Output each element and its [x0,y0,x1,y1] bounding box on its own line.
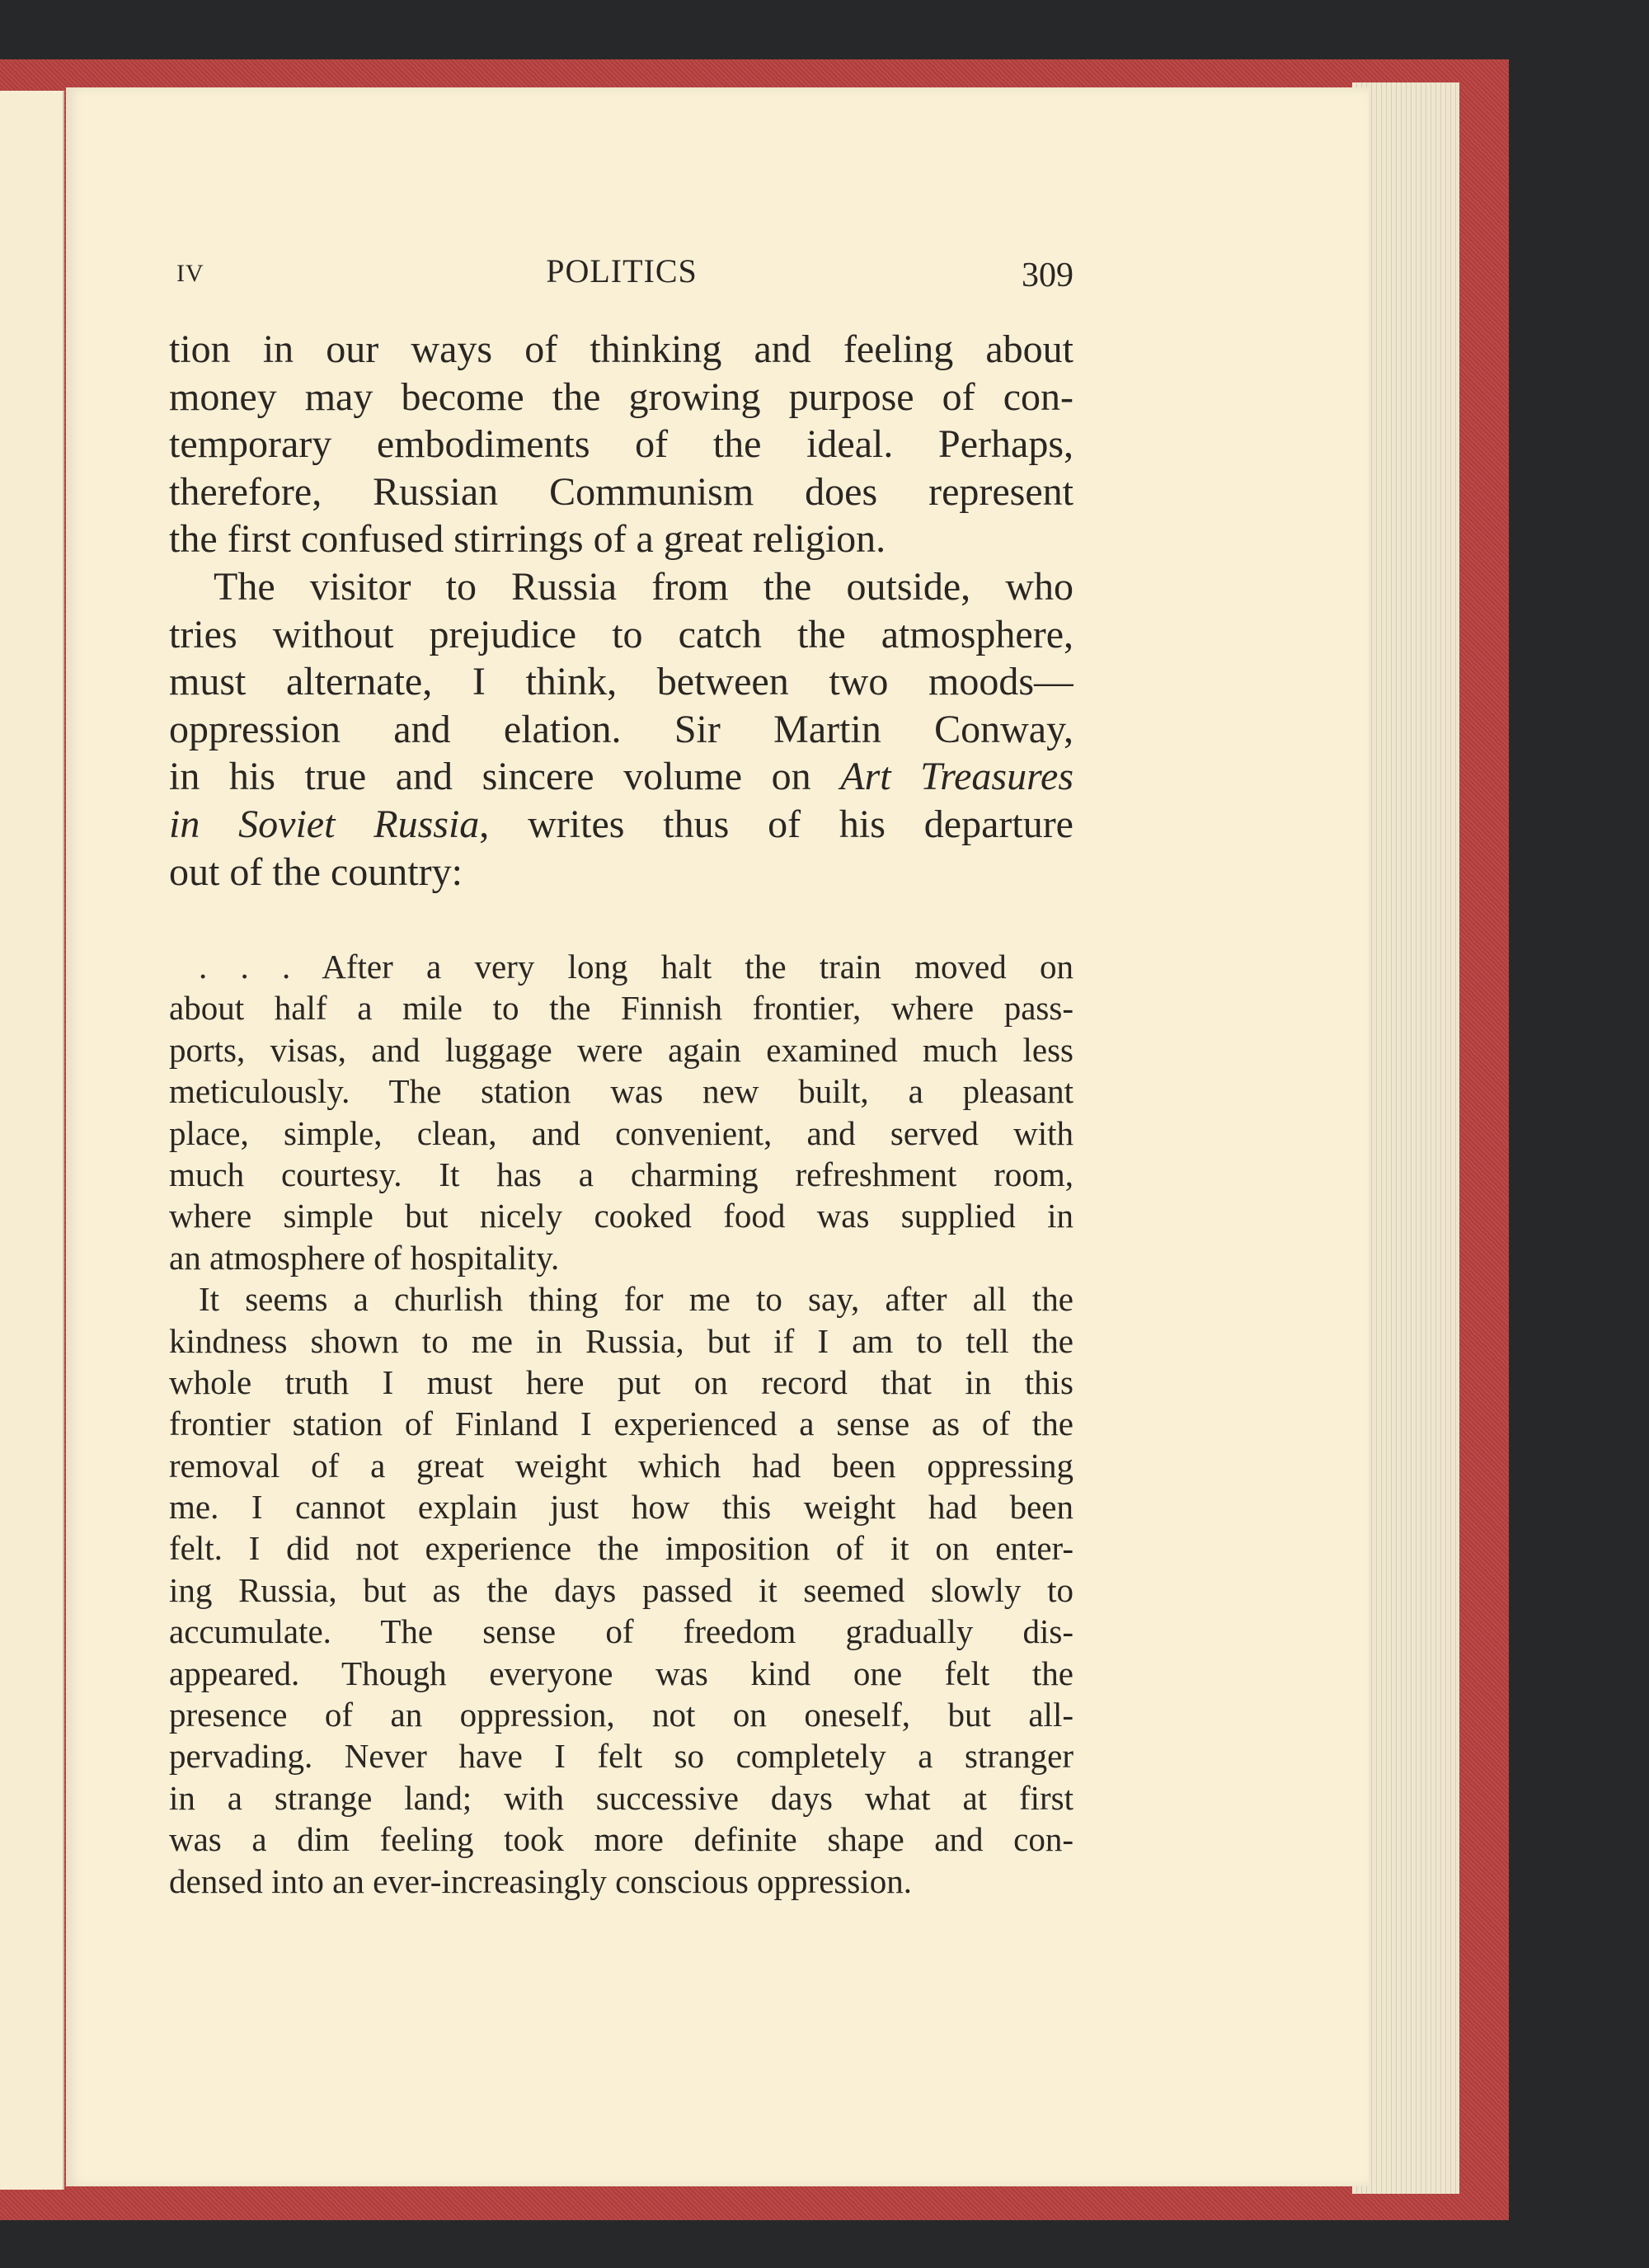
text-line [169,753,1073,801]
text-line [169,1777,1073,1819]
text-line [169,374,1073,421]
line-text: appeared. Though everyone was kind one felt the [169,1654,1073,1692]
running-title: POLITICS [546,252,698,289]
text-line [169,1653,1073,1694]
line-text: ports, visas, and luggage were again examined much less [169,1030,1073,1069]
text-line [169,706,1073,754]
line-text: whole truth I must here put on record that in this [169,1362,1073,1401]
line-text: tion in our ways of thinking and feeling about [169,327,1073,371]
text-line [169,326,1073,374]
line-text: in his true and sincere volume on [169,755,841,799]
text-line [169,1486,1073,1527]
line-text: where simple but nicely cooked food was supplied in [169,1197,1073,1235]
text-line [169,1320,1073,1362]
text-line [169,468,1073,516]
line-text: an atmosphere of hospitality. [169,1238,560,1277]
text-line [169,658,1073,706]
line-text: about half a mile to the Finnish frontier, where pass- [169,989,1073,1028]
text-line [169,1403,1073,1444]
text-line [169,801,1073,849]
line-text: oppression and elation. Sir Martin Conway, [169,707,1073,751]
text-line [169,1237,1073,1278]
chapter-number: IV [176,260,204,287]
line-text: It seems a churlish thing for me to say, after all the [199,1280,1073,1319]
line-text: ing Russia, but as the days passed it seemed slowly to [169,1570,1073,1609]
line-text: tries without prejudice to catch the atmosphere, [169,612,1073,656]
body-text [169,326,1073,896]
text-line [169,849,1073,896]
text-line [169,1527,1073,1569]
text-line [169,946,1073,987]
line-text: was a dim feeling took more definite shape and con- [169,1820,1073,1859]
italic-title: Art Treasures [840,755,1073,799]
line-text: the first confused stirrings of a great religion. [169,517,886,562]
line-text: removal of a great weight which had been oppressing [169,1446,1073,1485]
line-text: The visitor to Russia from the outside, who [214,564,1073,609]
line-text: presence of an oppression, not on oneself, but all- [169,1696,1073,1734]
line-text: must alternate, I think, between two moods— [169,660,1073,704]
text-line [169,611,1073,659]
text-line [169,1278,1073,1320]
line-text: pervading. Never have I felt so completely a stranger [169,1737,1073,1776]
italic-title: in Soviet Russia [169,802,480,846]
text-line [169,563,1073,611]
text-line [169,515,1073,563]
line-text: frontier station of Finland I experienced a sense as of the [169,1405,1073,1443]
text-line [169,1029,1073,1070]
text-line [169,1070,1073,1112]
text-line [169,1735,1073,1776]
line-text: , writes thus of his departure [479,802,1073,846]
previous-page-edge [0,91,64,2190]
line-text: money may become the growing purpose of con- [169,374,1073,419]
line-text: felt. I did not experience the imposition of it on enter- [169,1529,1073,1568]
text-line [169,1362,1073,1403]
line-text: meticulously. The station was new built, a pleasant [169,1072,1073,1111]
line-text: . . . After a very long halt the train moved on [199,948,1073,986]
line-text: much courtesy. It has a charming refreshment room, [169,1155,1073,1193]
text-line [169,1195,1073,1236]
text-line [169,1113,1073,1154]
text-line [169,1819,1073,1860]
text-line [169,421,1073,468]
line-text: me. I cannot explain just how this weight had been [169,1488,1073,1527]
text-line [169,1569,1073,1611]
line-text: in a strange land; with successive days what at first [169,1778,1073,1817]
line-text: therefore, Russian Communism does represent [169,469,1073,514]
text-line [169,1445,1073,1486]
text-line [169,987,1073,1028]
text-line [169,1694,1073,1735]
page-number: 309 [1022,256,1073,294]
text-line [169,1611,1073,1652]
text-line [169,1861,1073,1902]
line-text: densed into an ever-increasingly conscious oppression. [169,1861,912,1900]
line-text: place, simple, clean, and convenient, and served with [169,1113,1073,1152]
block-quote [169,946,1073,1902]
line-text: temporary embodiments of the ideal. Perhaps, [169,422,1073,467]
line-text: out of the country: [169,849,463,894]
line-text: accumulate. The sense of freedom gradually dis- [169,1612,1073,1651]
line-text: kindness shown to me in Russia, but if I am to tell the [169,1321,1073,1360]
text-line [169,1154,1073,1195]
